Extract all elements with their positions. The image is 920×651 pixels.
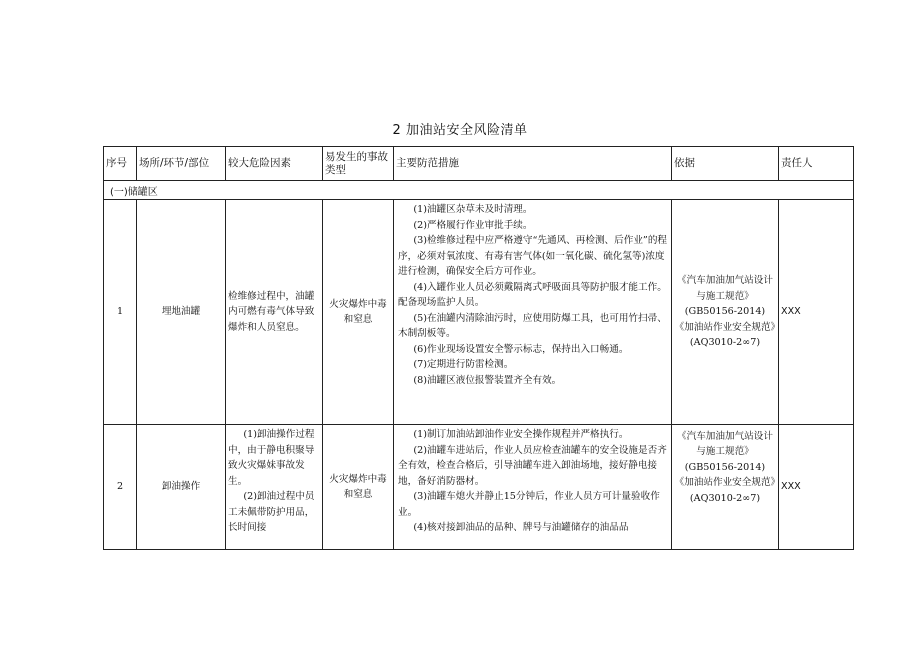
header-no: 序号	[104, 147, 137, 181]
measure-item: (3)油罐车熄火并静止15分钟后，作业人员方可计量验收作业。	[398, 491, 660, 518]
row-accident: 火灾爆炸中毒和窒息	[323, 425, 394, 550]
row-person: XXX	[779, 425, 854, 550]
risk-table	[103, 146, 854, 550]
header-row	[104, 147, 854, 181]
row-place: 卸油操作	[137, 425, 226, 550]
row-hazard: 检维修过程中，油罐内可燃有毒气体导致爆炸和人员窒息。	[226, 200, 323, 425]
hazard-item: (1)卸油操作过程中，由于静电积聚导致火灾爆妹事故发生。	[228, 429, 315, 487]
measure-item: (5)在油罐内清除油污时，应使用防爆工具，也可用竹扫帚、木制刮板等。	[398, 312, 667, 339]
measure-item: (3)检维修过程中应严格遵守“先通风、再检测、后作业”的程序，必须对氧浓度、有毒有害气体(如一氧化碳、硫化氢等)浓度进行检测，确保安全后方可作业。	[398, 235, 668, 277]
basis-item: (GB50156-2014)	[684, 306, 766, 318]
measure-item: (4)核对接卸油品的品种、牌号与油罐储存的油品品	[413, 522, 629, 533]
table-row	[104, 200, 854, 425]
row-basis	[672, 200, 779, 425]
row-basis	[672, 425, 779, 550]
section-label: (一)储罐区	[104, 181, 854, 200]
header-measures: 主要防范措施	[394, 147, 672, 181]
header-hazard: 较大危险因素	[226, 147, 323, 181]
hazard-item: (2)卸油过程中员工未佩带防护用品，长时间接	[228, 491, 315, 533]
basis-item: 《汽车加油加气站设计与施工规范》	[677, 275, 773, 302]
table-row	[104, 425, 854, 550]
section-row	[104, 181, 854, 200]
row-place: 埋地油罐	[137, 200, 226, 425]
basis-item: (GB50156-2014)	[684, 461, 766, 473]
measure-item: (6)作业现场设置安全警示标志，保持出入口畅通。	[413, 343, 629, 355]
basis-item: 《加油站作业安全规范》(AQ3010-2∞7)	[674, 477, 776, 504]
measure-item: (7)定期进行防雷检测。	[413, 359, 514, 370]
measure-item: (8)油罐区液位报警装置齐全有效。	[413, 374, 562, 386]
header-place: 场所/环节/部位	[137, 147, 226, 181]
row-person: XXX	[779, 200, 854, 425]
basis-item: 《加油站作业安全规范》(AQ3010-2∞7)	[674, 321, 776, 349]
measure-item: (2)严格履行作业审批手续。	[413, 219, 533, 231]
row-measures	[394, 200, 672, 425]
basis-item: 《汽车加油加气站设计与施工规范》	[677, 430, 773, 457]
measure-item: (1)油罐区杂草未及时清理。	[413, 204, 533, 215]
header-accident: 易发生的事故类型	[323, 147, 394, 181]
header-basis: 依据	[672, 147, 779, 181]
row-number: 2	[104, 425, 137, 550]
row-hazard	[226, 425, 323, 550]
measure-item: (2)油罐车进站后，作业人员应检查油罐车的安全设施是否齐全有效，检查合格后，引导油罐车进入卸油场地，接好静电接地，备好消防器材。	[398, 444, 667, 487]
document-title: 2 加油站安全风险清单	[392, 123, 528, 138]
row-accident: 火灾爆炸中毒和窒息	[323, 200, 394, 425]
row-measures	[394, 425, 672, 550]
header-person: 责任人	[779, 147, 854, 181]
measure-item: (4)入罐作业人员必须戴隔离式呼吸面具等防护服才能工作。配备现场监护人员。	[398, 281, 667, 308]
row-number: 1	[104, 200, 137, 425]
measure-item: (1)制订加油站卸油作业安全操作规程并严格执行。	[413, 429, 629, 440]
